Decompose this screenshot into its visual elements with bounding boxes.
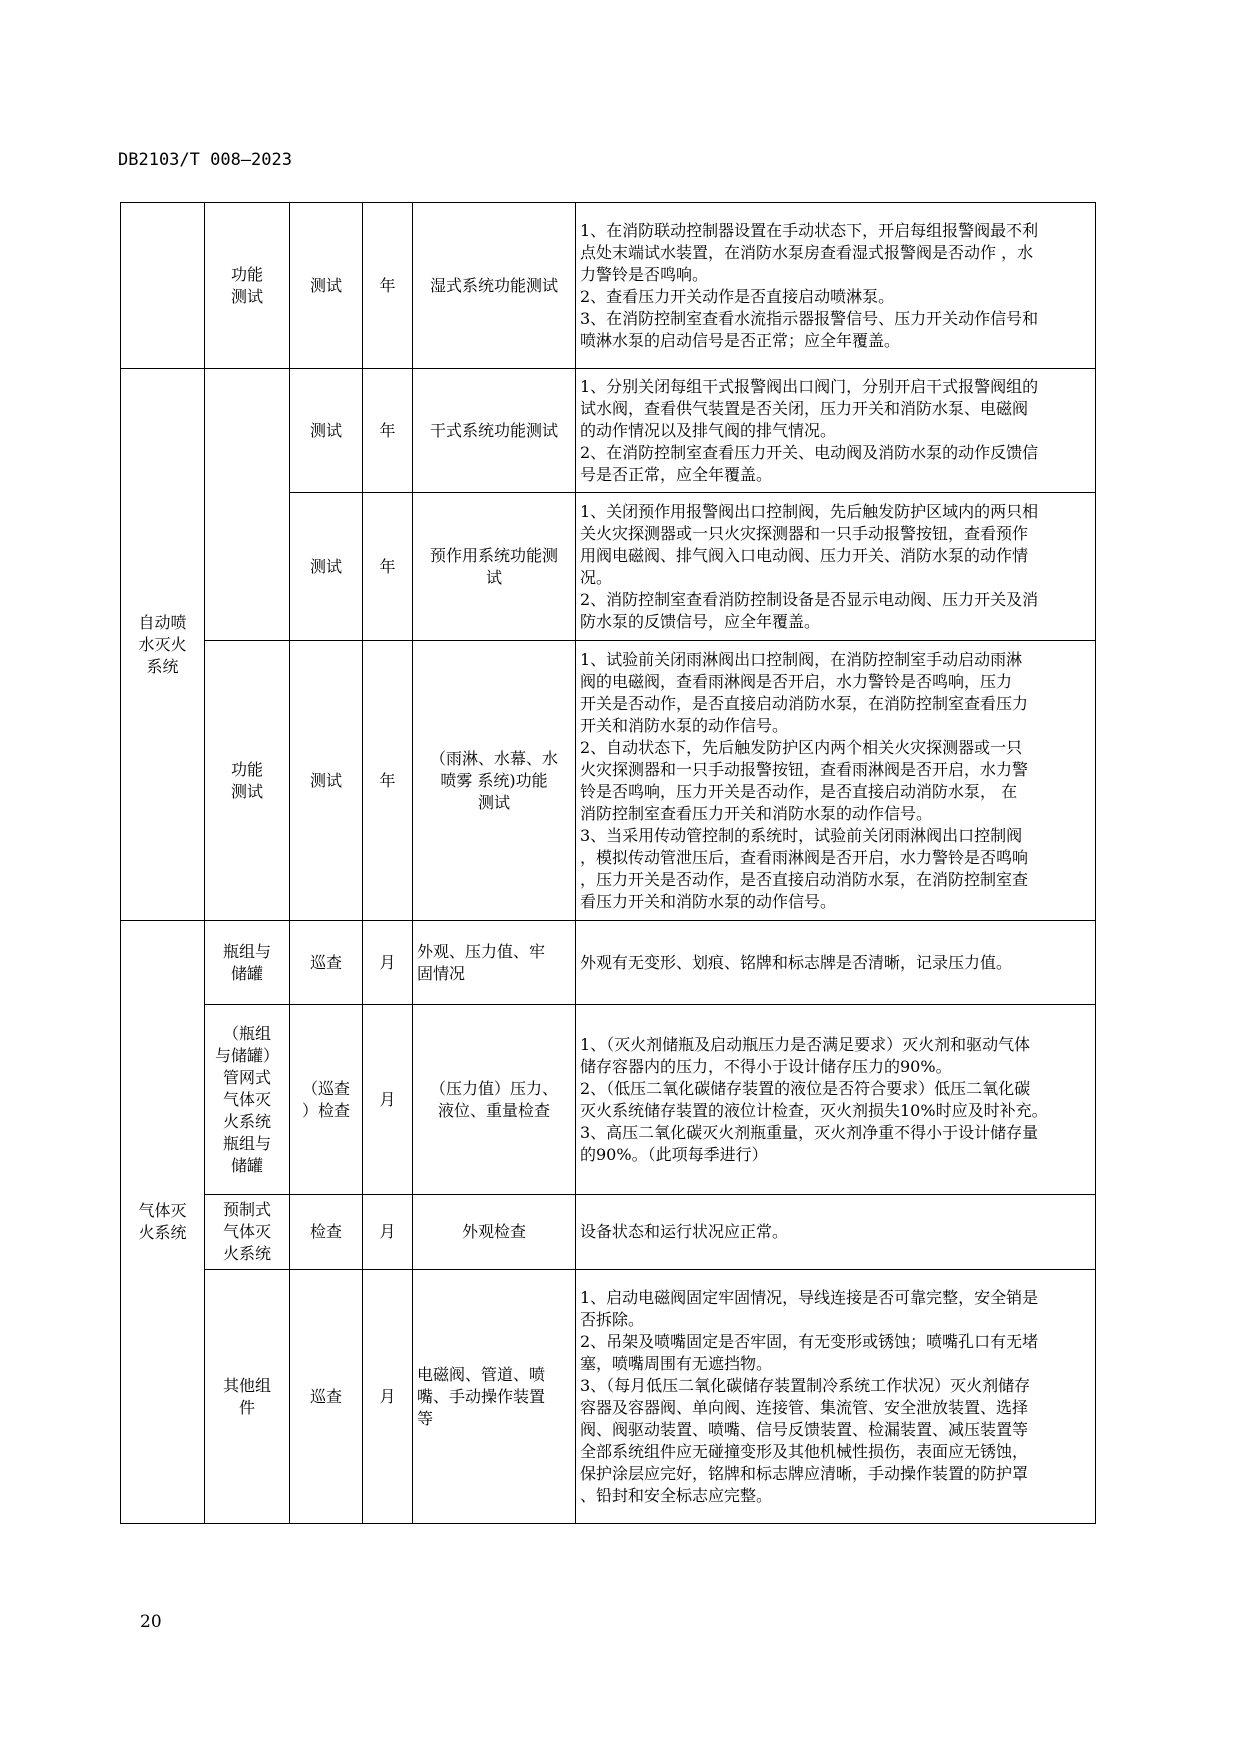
cell-text-line: 电磁阀、管道、喷 <box>417 1364 546 1384</box>
page-number: 20 <box>140 1612 162 1632</box>
requirement-cell <box>576 921 1096 1005</box>
requirement-line: 储存容器内的压力，不得小于设计储存压力的90%。 <box>580 1056 952 1076</box>
requirement-cell <box>576 369 1096 493</box>
requirement-line: 1、在消防联动控制器设置在手动状态下，开启每组报警阀最不利 <box>580 220 1039 240</box>
cell-text-line: 气体灭 <box>138 1201 187 1220</box>
period-cell: 年 <box>363 369 413 493</box>
period-cell: 月 <box>363 1005 413 1195</box>
table-row <box>121 921 1096 1005</box>
method-cell <box>290 1005 363 1195</box>
requirement-cell <box>576 1270 1096 1524</box>
cell-text-line: 火系统 <box>222 1244 271 1263</box>
period-cell: 年 <box>363 641 413 921</box>
requirement-line: 1、关闭预作用报警阀出口控制阀，先后触发防护区域内的两只相 <box>580 501 1039 521</box>
empty-cell <box>121 203 205 369</box>
cell-text-line: 固情况 <box>417 963 466 983</box>
table-row <box>121 1005 1096 1195</box>
period-cell: 月 <box>363 921 413 1005</box>
cell-text-line: 储罐 <box>230 963 263 983</box>
requirement-line: 号是否正常，应全年覆盖。 <box>580 464 773 484</box>
requirement-line: 3、当采用传动管控制的系统时，试验前关闭雨淋阀出口控制阀 <box>580 825 1023 845</box>
cell-text-line: 测试 <box>477 792 510 812</box>
requirement-line: 3、高压二氧化碳灭火剂瓶重量，灭火剂净重不得小于设计储存量 <box>580 1122 1039 1142</box>
requirement-line: 阀、阀驱动装置、喷嘴、信号反馈装置、检漏装置、减压装置等 <box>580 1419 1029 1439</box>
cell-text-line: 件 <box>238 1397 255 1417</box>
item-cell <box>205 203 290 369</box>
cell-text-line: （雨淋、水幕、水 <box>429 748 558 768</box>
cell-text-line: 瓶组与 <box>222 1133 271 1153</box>
requirement-line: 2、自动状态下，先后触发防护区内两个相关火灾探测器或一只 <box>580 737 1023 757</box>
requirement-line: 1、启动电磁阀固定牢固情况，导线连接是否可靠完整，安全销是 <box>580 1287 1039 1307</box>
cell-text-line: （巡查 <box>301 1078 350 1098</box>
cell-text-line: 自动喷 <box>138 612 187 632</box>
content-cell <box>413 921 576 1005</box>
requirement-line: 容器及容器阀、单向阀、连接管、集流管、安全泄放装置、选择 <box>580 1397 1029 1417</box>
requirement-line: 否拆除。 <box>580 1309 645 1329</box>
requirement-line: ，压力开关是否动作，是否直接启动消防水泵，在消防控制室查 <box>580 869 1029 889</box>
cell-text-line: 系统 <box>146 656 179 676</box>
cell-text-line: 管网式 <box>222 1067 271 1087</box>
requirement-line: ，模拟传动管泄压后，查看雨淋阀是否开启，水力警铃是否鸣响 <box>580 847 1029 867</box>
requirement-line: 2、吊架及喷嘴固定是否牢固，有无变形或锈蚀；喷嘴孔口有无堵 <box>580 1331 1039 1351</box>
cell-text-line: 测试 <box>230 781 263 801</box>
method-cell: 测试 <box>290 203 363 369</box>
system-group-cell <box>121 921 205 1524</box>
cell-text-line: （压力值）压力、 <box>429 1078 558 1098</box>
requirement-line: 开关是否动作，是否直接启动消防水泵，在消防控制室查看压力 <box>580 693 1029 713</box>
requirement-line: 2、查看压力开关动作是否直接启动喷淋泵。 <box>580 286 895 306</box>
requirement-line: 试水阀，查看供气装置是否关闭，压力开关和消防水泵、电磁阀 <box>580 398 1029 418</box>
requirement-line: 1、分别关闭每组干式报警阀出口阀门，分别开启干式报警阀组的 <box>580 376 1039 396</box>
cell-text-line: 气体灭 <box>222 1089 271 1109</box>
empty-cell <box>205 369 290 641</box>
content-cell <box>413 369 576 493</box>
cell-text-line: 功能 <box>230 264 263 284</box>
content-cell <box>413 1005 576 1195</box>
requirement-line: 用阀电磁阀、排气阀入口电动阀、压力开关、消防水泵的动作情 <box>580 545 1029 565</box>
cell-text-line: 外观、压力值、牢 <box>417 941 546 961</box>
cell-text-line: 火系统 <box>138 1223 187 1242</box>
item-cell <box>205 1270 290 1524</box>
cell-text-line: 预作用系统功能测 <box>429 545 558 565</box>
table-row <box>121 203 1096 369</box>
cell-text-line: 试 <box>485 567 502 587</box>
content-cell <box>413 641 576 921</box>
requirement-line: 1、试验前关闭雨淋阀出口控制阀，在消防控制室手动启动雨淋 <box>580 649 1023 669</box>
requirement-cell <box>576 203 1096 369</box>
cell-text-line: 水灭火 <box>138 634 187 654</box>
cell-text-line: 功能 <box>230 759 263 779</box>
method-cell: 测试 <box>290 369 363 493</box>
item-cell <box>205 1005 290 1195</box>
method-cell: 巡查 <box>290 921 363 1005</box>
requirement-line: 关火灾探测器或一只火灾探测器和一只手动报警按钮，查看预作 <box>580 523 1029 543</box>
table-row <box>121 369 1096 493</box>
document-id: DB2103/T 008—2023 <box>118 150 292 170</box>
table-row <box>121 1195 1096 1270</box>
method-cell: 测试 <box>290 641 363 921</box>
system-group-cell <box>121 369 205 921</box>
cell-text-line: 液位、重量检查 <box>437 1100 550 1120</box>
method-cell: 巡查 <box>290 1270 363 1524</box>
requirement-line: 2、（低压二氧化碳储存装置的液位是否符合要求）低压二氧化碳 <box>580 1078 1031 1098</box>
cell-text-line: 喷雾 系统)功能 <box>440 770 548 790</box>
requirement-line: 铃是否鸣响，压力开关是否动作，是否直接启动消防水泵， 在 <box>580 781 1018 801</box>
requirement-line: 火灾探测器和一只手动报警按钮，查看雨淋阀是否开启，水力警 <box>580 759 1029 779</box>
content-cell <box>413 493 576 641</box>
requirement-line: 、铅封和安全标志应完整。 <box>580 1485 773 1505</box>
cell-text-line: ）检查 <box>301 1100 350 1120</box>
cell-text-line: 嘴、手动操作装置 <box>417 1386 546 1406</box>
cell-text-line: 储罐 <box>230 1155 263 1175</box>
requirement-line: 的90%。（此项每季进行） <box>580 1144 768 1164</box>
period-cell: 月 <box>363 1270 413 1524</box>
content-cell <box>413 1270 576 1524</box>
requirement-line: 外观有无变形、划痕、铭牌和标志牌是否清晰，记录压力值。 <box>580 952 1013 972</box>
period-cell: 年 <box>363 203 413 369</box>
cell-text-line: 干式系统功能测试 <box>429 420 558 440</box>
cell-text-line: 等 <box>417 1408 434 1428</box>
method-cell: 测试 <box>290 493 363 641</box>
requirement-line: 的动作情况以及排气阀的排气情况。 <box>580 420 837 440</box>
requirement-cell <box>576 1005 1096 1195</box>
requirement-line: 灭火系统储存装置的液位计检查，灭火剂损失10%时应及时补充。 <box>580 1100 1048 1120</box>
cell-text-line: 气体灭 <box>222 1222 271 1241</box>
cell-text-line: 瓶组与 <box>222 941 271 961</box>
cell-text-line: 测试 <box>230 286 263 306</box>
cell-text-line: 外观检查 <box>461 1222 526 1241</box>
requirement-line: 点处末端试水装置，在消防水泵房查看湿式报警阀是否动作 ，水 <box>580 242 1034 262</box>
requirement-line: 全部系统组件应无碰撞变形及其他机械性损伤，表面应无锈蚀， <box>580 1441 1029 1461</box>
item-cell <box>205 1195 290 1270</box>
method-cell: 检查 <box>290 1195 363 1270</box>
requirement-line: 开关和消防水泵的动作信号。 <box>580 715 789 735</box>
table-row <box>121 641 1096 921</box>
maintenance-table <box>120 202 1096 1524</box>
item-cell <box>205 641 290 921</box>
requirement-cell <box>576 493 1096 641</box>
cell-text-line: 与储罐） <box>214 1045 279 1065</box>
cell-text-line: 火系统 <box>222 1111 271 1131</box>
requirement-line: 塞，喷嘴周围有无遮挡物。 <box>580 1353 773 1373</box>
requirement-line: 2、在消防控制室查看压力开关、电动阀及消防水泵的动作反馈信 <box>580 442 1039 462</box>
requirement-line: 3、在消防控制室查看水流指示器报警信号、压力开关动作信号和 <box>580 308 1039 328</box>
requirement-line: 消防控制室查看压力开关和消防水泵的动作信号。 <box>580 803 933 823</box>
requirement-line: 3、（每月低压二氧化碳储存装置制冷系统工作状况）灭火剂储存 <box>580 1375 1031 1395</box>
requirement-line: 防水泵的反馈信号，应全年覆盖。 <box>580 611 821 631</box>
requirement-cell <box>576 1195 1096 1270</box>
requirement-line: 阀的电磁阀，查看雨淋阀是否开启，水力警铃是否鸣响，压力 <box>580 671 1013 691</box>
requirement-line: 保护涂层应完好，铭牌和标志牌应清晰，手动操作装置的防护罩 <box>580 1463 1029 1483</box>
cell-text-line: （瓶组 <box>222 1023 271 1043</box>
item-cell <box>205 921 290 1005</box>
requirement-line: 力警铃是否鸣响。 <box>580 264 709 284</box>
requirement-line: 况。 <box>580 567 613 587</box>
period-cell: 年 <box>363 493 413 641</box>
requirement-line: 设备状态和运行状况应正常。 <box>580 1222 789 1241</box>
requirement-cell <box>576 641 1096 921</box>
requirement-line: 看压力开关和消防水泵的动作信号。 <box>580 891 837 911</box>
table-row <box>121 1270 1096 1524</box>
cell-text-line: 其他组 <box>222 1375 271 1395</box>
content-cell <box>413 203 576 369</box>
requirement-line: 2、消防控制室查看消防控制设备是否显示电动阀、压力开关及消 <box>580 589 1039 609</box>
period-cell: 月 <box>363 1195 413 1270</box>
requirement-line: 喷淋水泵的启动信号是否正常；应全年覆盖。 <box>580 330 901 350</box>
cell-text-line: 预制式 <box>222 1200 271 1219</box>
requirement-line: 1、（灭火剂储瓶及启动瓶压力是否满足要求）灭火剂和驱动气体 <box>580 1034 1031 1054</box>
content-cell <box>413 1195 576 1270</box>
cell-text-line: 湿式系统功能测试 <box>429 275 558 295</box>
